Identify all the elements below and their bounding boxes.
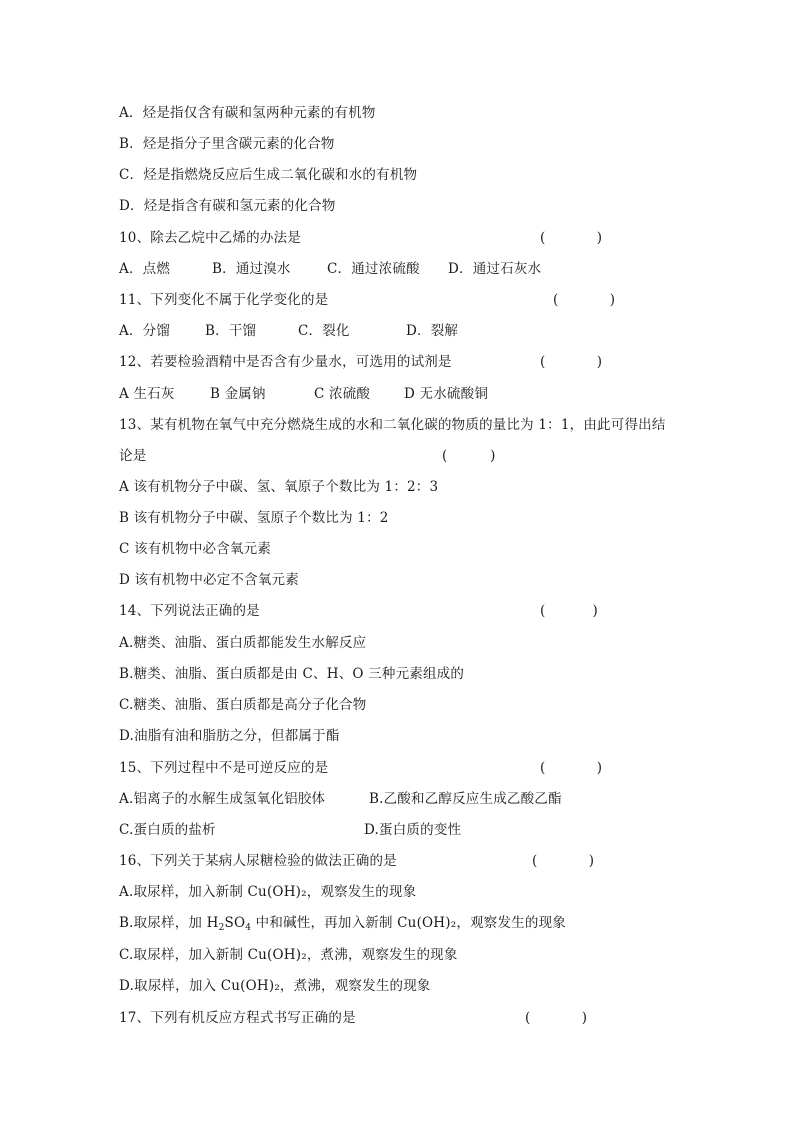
option: B 金属钠 — [210, 386, 266, 402]
question-stem: 17、下列有机反应方程式书写正确的是 — [119, 1010, 356, 1026]
option: A 生石灰 — [119, 386, 175, 402]
option-text: B.取尿样，加 $H_2SO_4$ 中和碱性，再加入新制 Cu(OH)₂，观察发生的现象 — [119, 915, 566, 933]
question-stem: 13、某有机物在氧气中充分燃烧生成的水和二氧化碳的物质的量比为 1：1，由此可得出结 — [119, 417, 666, 433]
answer-bracket: ( ) — [540, 230, 603, 246]
option-text: C．烃是指燃烧反应后生成二氧化碳和水的有机物 — [119, 167, 418, 183]
option: C．通过浓硫酸 — [327, 261, 420, 277]
option: C.蛋白质的盐析 — [119, 822, 216, 838]
question-stem: 14、下列说法正确的是 — [119, 603, 260, 619]
question-stem: 16、下列关于某病人尿糖检验的做法正确的是 — [119, 853, 397, 869]
question-stem: 10、除去乙烷中乙烯的办法是 — [119, 230, 301, 246]
option-text: A.糖类、油脂、蛋白质都能发生水解反应 — [119, 635, 367, 651]
option: C．裂化 — [298, 323, 350, 339]
answer-bracket: ( ) — [540, 760, 603, 776]
option: B．通过溴水 — [212, 261, 291, 277]
option-text: B．烃是指分子里含碳元素的化合物 — [119, 136, 335, 152]
option-text: B 该有机物分子中碳、氢原子个数比为 1：2 — [119, 510, 389, 526]
option: B．干馏 — [205, 323, 257, 339]
option-row — [119, 260, 541, 278]
option: A．分馏 — [119, 323, 171, 339]
option-row — [119, 821, 461, 839]
answer-bracket: ( ) — [540, 603, 598, 619]
option-text: C 该有机物中必含氧元素 — [119, 541, 272, 557]
question-stem: 15、下列过程中不是可逆反应的是 — [119, 760, 329, 776]
option-text: A．烃是指仅含有碳和氢两种元素的有机物 — [119, 105, 376, 121]
option-row — [119, 385, 488, 403]
option-text: A.取尿样，加入新制 Cu(OH)₂，观察发生的现象 — [119, 884, 417, 900]
question-stem: 11、下列变化不属于化学变化的是 — [119, 292, 329, 308]
option-text: D.取尿样，加入 Cu(OH)₂，煮沸，观察发生的现象 — [119, 978, 431, 994]
answer-bracket: ( ) — [442, 448, 496, 464]
option: A．点燃 — [119, 261, 171, 277]
option-text: A 该有机物分子中碳、氢、氧原子个数比为 1：2：3 — [119, 479, 439, 495]
option-text: C.糖类、油脂、蛋白质都是高分子化合物 — [119, 697, 367, 713]
answer-bracket: ( ) — [525, 1010, 588, 1026]
option: D．裂解 — [406, 323, 459, 339]
option-text: D.油脂有油和脂肪之分，但都属于酯 — [119, 728, 340, 744]
option-text: C.取尿样，加入新制 Cu(OH)₂，煮沸，观察发生的现象 — [119, 947, 458, 963]
answer-bracket: ( ) — [540, 354, 603, 370]
option-text: D．烃是指含有碳和氢元素的化合物 — [119, 198, 336, 214]
option: A.铝离子的水解生成氢氧化铝胶体 — [119, 791, 326, 807]
option-row — [119, 322, 458, 340]
question-stem-cont: 论是 — [119, 448, 147, 464]
option-row — [119, 790, 562, 808]
option: D 无水硫酸铜 — [404, 386, 489, 402]
option: D．通过石灰水 — [448, 261, 542, 277]
answer-bracket: ( ) — [532, 853, 595, 869]
answer-bracket: ( ) — [553, 292, 616, 308]
option: D.蛋白质的变性 — [364, 822, 462, 838]
option-text: B.糖类、油脂、蛋白质都是由 C、H、O 三种元素组成的 — [119, 666, 465, 682]
option: C 浓硫酸 — [314, 386, 371, 402]
option: B.乙酸和乙醇反应生成乙酸乙酯 — [369, 791, 562, 807]
question-stem: 12、若要检验酒精中是否含有少量水，可选用的试剂是 — [119, 354, 452, 370]
option-text: D 该有机物中必定不含氧元素 — [119, 572, 299, 588]
